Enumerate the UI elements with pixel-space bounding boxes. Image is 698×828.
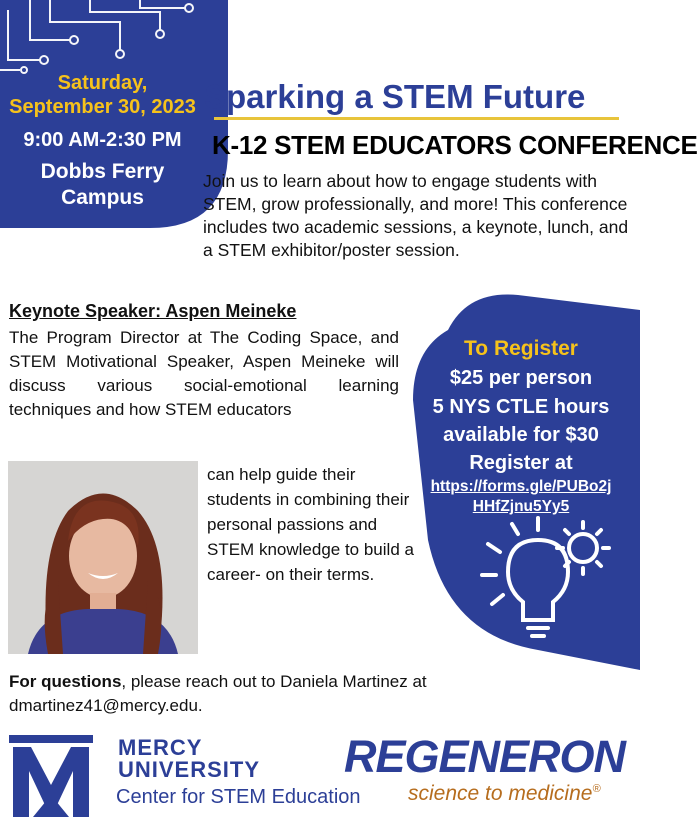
event-location-line1: Dobbs Ferry <box>40 160 165 183</box>
contact-lead: For questions <box>9 672 122 691</box>
register-ctle-line1: 5 NYS CTLE hours <box>432 396 610 418</box>
event-location-line2: Campus <box>61 186 144 209</box>
contact-text: , please reach out to Daniela Martinez at dmartinez41@mercy.edu. <box>9 672 427 715</box>
event-date: September 30, 2023 <box>9 96 196 118</box>
register-link-line2[interactable]: HHfZjnu5Yy5 <box>472 498 570 515</box>
intro-paragraph: Join us to learn about how to engage students with STEM, grow professionally, and more! This conference includes two academic sessions, a keynote, lunch, and a STEM exhibitor/poster session. <box>203 171 629 260</box>
contact-info <box>9 670 439 718</box>
event-day: Saturday, <box>57 72 148 94</box>
conference-subtitle: K-12 STEM EDUCATORS CONFERENCE <box>212 130 698 160</box>
registered-mark: ® <box>592 783 601 795</box>
register-heading: To Register <box>464 337 578 360</box>
regeneron-tagline: science to medicine <box>408 782 593 805</box>
mercy-name-line2: UNIVERSITY <box>118 757 261 782</box>
keynote-heading: Keynote Speaker: Aspen Meineke <box>9 301 297 321</box>
keynote-description: The Program Director at The Coding Space, and STEM Motivational Speaker, Aspen Meineke will discuss various social-emotional learning techniques and how STEM educators <box>9 328 399 419</box>
speaker-photo <box>8 461 198 654</box>
mercy-name-line1: MERCY <box>118 735 203 760</box>
mercy-m-logo <box>9 735 93 817</box>
mercy-stem-center: Center for STEM Education <box>116 786 361 808</box>
register-link-line1[interactable]: https://forms.gle/PUBo2j <box>430 478 612 495</box>
register-ctle-line2: available for $30 <box>443 424 599 446</box>
event-time: 9:00 AM-2:30 PM <box>23 129 182 151</box>
title-underline <box>214 117 619 120</box>
page-title: Sparking a STEM Future <box>204 78 586 115</box>
keynote-description-continued: can help guide their students in combining their personal passions and STEM knowledge to build a career- on their terms. <box>207 465 414 584</box>
regeneron-tagline-wrap <box>408 782 601 806</box>
regeneron-logo-text: REGENERON <box>344 731 626 782</box>
register-price: $25 per person <box>449 367 593 389</box>
register-at: Register at <box>469 452 573 474</box>
